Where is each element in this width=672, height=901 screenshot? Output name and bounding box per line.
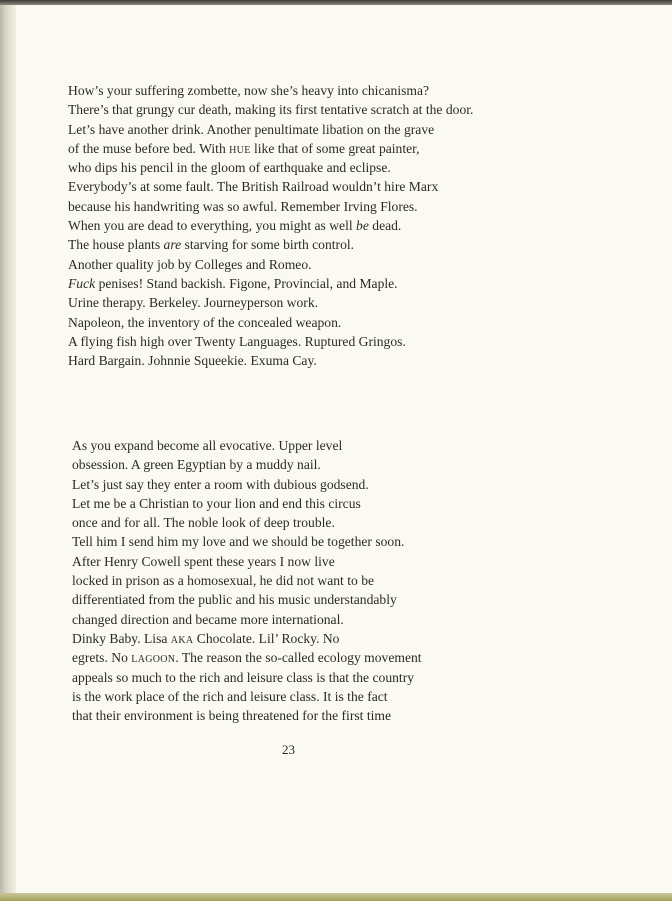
poem-line: Let’s just say they enter a room with dubious godsend. [72,476,369,492]
small-caps-word: hue [229,140,251,156]
poem-line: Napoleon, the inventory of the concealed weapon. [68,314,342,330]
poem-line: changed direction and became more international. [72,611,344,627]
poem-line: Let me be a Christian to your lion and end this circus [72,495,361,511]
poem-line: As you expand become all evocative. Upper level [72,438,343,453]
poem-text: egrets. No [72,650,132,666]
poem-line: Urine therapy. Berkeley. Journeyperson work. [68,295,319,311]
poem-text: . The reason the so-called ecology movement [175,650,422,666]
top-edge-rule [0,0,672,5]
poem-text: starving for some birth control. [181,237,355,253]
poem-line: differentiated from the public and his music understandably [72,592,397,608]
poem-line: locked in prison as a homosexual, he did not want to be [72,573,375,589]
poem-line: that their environment is being threatened for the first time [72,708,391,724]
italic-word: be [356,218,369,234]
page-number: 23 [282,742,295,757]
small-caps-word: lagoon [131,650,176,666]
poem-text: When you are dead to everything, you might as well [68,218,357,234]
small-caps-word: aka [170,630,194,646]
poem-line: is the work place of the rich and leisure class. It is the fact [72,688,388,704]
poem-line: Hard Bargain. Johnnie Squeekie. Exuma Cay. [68,353,317,369]
poem-text: penises! Stand backish. Figone, Provincial, and Maple. [95,275,398,291]
poem-line [72,648,422,667]
poem-line: How’s your suffering zombette, now she’s heavy into chicanisma? [68,83,430,98]
poem-line: who dips his pencil in the gloom of earthquake and eclipse. [68,160,391,176]
poem-line [68,235,473,254]
poem-line: A flying fish high over Twenty Languages. Ruptured Gringos. [68,333,406,349]
poem-line: Another quality job by Colleges and Romeo. [68,256,312,272]
italic-word: are [163,237,182,253]
poem-text: of the muse before bed. With [68,140,230,156]
poem-line: because his handwriting was so awful. Remember Irving Flores. [68,198,418,214]
poem-line: once and for all. The noble look of deep trouble. [72,515,335,531]
italic-word: Fuck [68,275,96,291]
poem-text: Dinky Baby. Lisa [72,630,171,646]
poem-line: Tell him I send him my love and we should be together soon. [72,534,405,550]
poem-text: like that of some great painter, [250,140,420,156]
poem-line: obsession. A green Egyptian by a muddy nail. [72,457,321,473]
poem-line: There’s that grungy cur death, making its first tentative scratch at the door. [68,102,474,118]
poem-text: dead. [368,218,402,234]
poem-line [68,274,473,293]
poem-line: Everybody’s at some fault. The British Railroad wouldn’t hire Marx [68,179,439,195]
poem-line: appeals so much to the rich and leisure class is that the country [72,669,415,685]
poem-stanza-2 [72,436,422,725]
poem-text: The house plants [68,237,164,253]
poem-line [68,139,473,158]
book-gutter-shadow [0,5,16,893]
bottom-edge-band [0,893,672,901]
poem-line [72,629,422,648]
poem-line [68,216,473,235]
poem-text: Chocolate. Lil’ Rocky. No [193,630,340,646]
poem-stanza-1 [68,81,473,370]
poem-line: Let’s have another drink. Another penultimate libation on the grave [68,121,435,137]
poem-line: After Henry Cowell spent these years I now live [72,553,335,569]
